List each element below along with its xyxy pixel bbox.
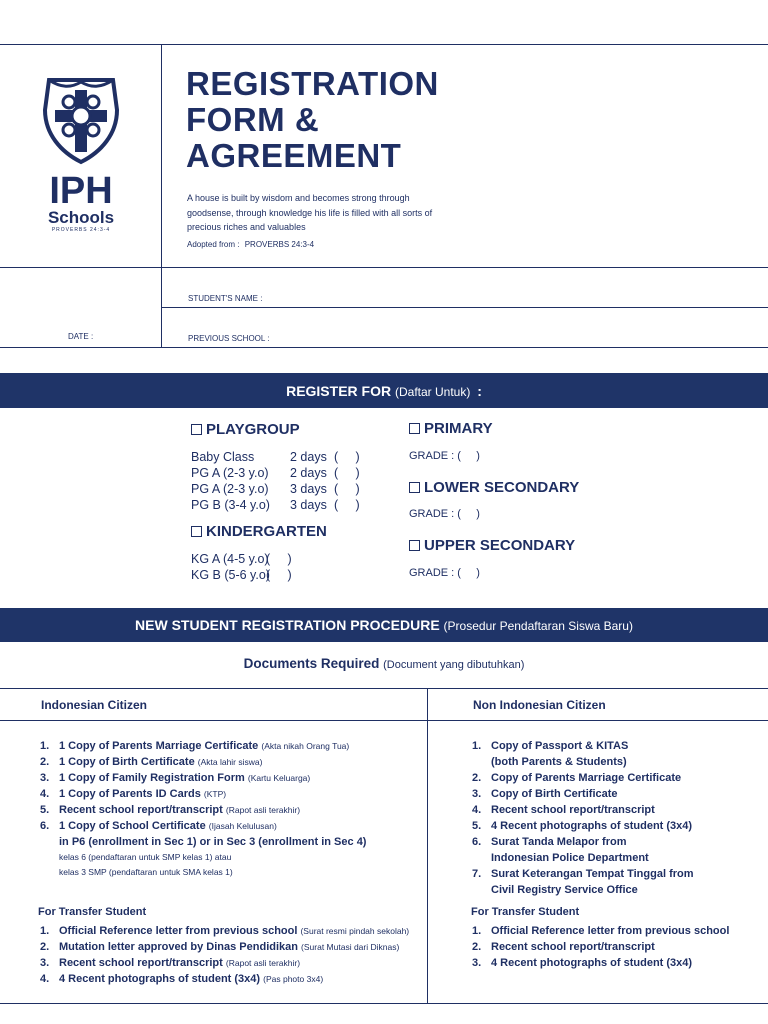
- item-note: (Pas photo 3x4): [263, 974, 324, 984]
- register-for-label: REGISTER FOR: [286, 383, 392, 399]
- item-6-note-2: kelas 3 SMP (pendaftaran untuk SMA kelas 1): [59, 867, 233, 877]
- list-item: [472, 850, 762, 866]
- playgroup-option[interactable]: [191, 421, 300, 438]
- lower-secondary-checkbox[interactable]: [409, 482, 420, 493]
- item-text: 1 Copy of Birth Certificate: [59, 756, 195, 768]
- item-text: Civil Registry Service Office: [491, 884, 638, 896]
- item-number: 4.: [40, 973, 50, 985]
- item-text: Surat Keterangan Tempat Tinggal from: [491, 868, 694, 880]
- primary-option[interactable]: [409, 420, 493, 437]
- list-item: [472, 923, 762, 939]
- table-column-divider: [427, 688, 428, 1004]
- item-number: 7.: [472, 868, 482, 880]
- adopted-label: Adopted from :: [187, 240, 240, 249]
- item-number: 4.: [472, 804, 482, 816]
- item-number: 2.: [40, 941, 50, 953]
- title-line-1: REGISTRATION: [186, 65, 439, 102]
- list-item: [472, 802, 762, 818]
- school-logo: [40, 74, 122, 233]
- list-item: [472, 939, 762, 955]
- item-note: (KTP): [203, 789, 227, 799]
- item-number: 2.: [40, 756, 50, 768]
- register-for-colon: :: [477, 383, 482, 399]
- indonesian-transfer-heading: For Transfer Student: [38, 906, 147, 918]
- kindergarten-row: [191, 551, 292, 567]
- list-item: [472, 786, 762, 802]
- row-label: KG B (5-6 y.o): [191, 568, 270, 582]
- item-note: (Surat Mutasi dari Diknas): [301, 942, 400, 952]
- row-blank[interactable]: ( ): [334, 466, 360, 480]
- lower-secondary-grade[interactable]: GRADE : ( ): [409, 508, 480, 520]
- item-number: 3.: [40, 957, 50, 969]
- row-label: PG A (2-3 y.o): [191, 466, 269, 480]
- item-6-detail: in P6 (enrollment in Sec 1) or in Sec 3 (enrollment in Sec 4): [59, 836, 367, 848]
- list-item: [472, 738, 762, 754]
- adopted-value: PROVERBS 24:3-4: [244, 240, 315, 249]
- list-item: [40, 802, 425, 818]
- item-number: 1.: [40, 925, 50, 937]
- list-item: [40, 786, 425, 802]
- item-note: (Akta lahir siswa): [197, 757, 263, 767]
- list-item: [472, 754, 762, 770]
- list-item: [40, 770, 425, 786]
- item-number: 2.: [472, 941, 482, 953]
- list-item: [472, 770, 762, 786]
- item-note: (Kartu Keluarga): [247, 773, 311, 783]
- item-note: (Rapot asli terakhir): [225, 805, 301, 815]
- kindergarten-title: KINDERGARTEN: [206, 523, 327, 540]
- documents-required-heading: [0, 656, 768, 671]
- school-line: [0, 347, 768, 348]
- student-name-label: STUDENT'S NAME :: [188, 294, 263, 303]
- row-label: KG A (4-5 y.o): [191, 552, 269, 566]
- item-text: Recent school report/transcript: [59, 804, 223, 816]
- playgroup-rows: [191, 449, 360, 513]
- item-number: 6.: [40, 820, 50, 832]
- lower-secondary-title: LOWER SECONDARY: [424, 479, 580, 496]
- item-note: (Rapot asli terakhir): [225, 958, 301, 968]
- indonesian-heading: Indonesian Citizen: [41, 698, 148, 712]
- playgroup-row: [191, 481, 360, 497]
- list-item: [40, 955, 425, 971]
- row-label: Baby Class: [191, 450, 255, 464]
- playgroup-row: [191, 465, 360, 481]
- playgroup-row: [191, 449, 360, 465]
- item-text: Indonesian Police Department: [491, 852, 649, 864]
- shield-cross-icon: [41, 74, 121, 166]
- upper-secondary-option[interactable]: [409, 537, 575, 554]
- row-days: 2 days: [290, 466, 327, 480]
- row-label: PG B (3-4 y.o): [191, 498, 270, 512]
- procedure-label: NEW STUDENT REGISTRATION PROCEDURE: [135, 617, 440, 633]
- upper-secondary-title: UPPER SECONDARY: [424, 537, 576, 554]
- item-number: 3.: [40, 772, 50, 784]
- list-item: [472, 834, 762, 850]
- date-label: DATE :: [68, 332, 94, 341]
- row-days: 2 days: [290, 450, 327, 464]
- item-number: 2.: [472, 772, 482, 784]
- quote-line-1: A house is built by wisdom and becomes strong through: [187, 193, 410, 203]
- table-top-line: [0, 688, 768, 689]
- row-days: 3 days: [290, 482, 327, 496]
- indonesian-transfer-documents: [40, 923, 425, 987]
- indonesian-documents: [40, 738, 425, 880]
- previous-school-label: PREVIOUS SCHOOL :: [188, 334, 270, 343]
- item-number: 1.: [472, 740, 482, 752]
- quote: [187, 191, 487, 235]
- list-item: [40, 971, 425, 987]
- item-6-note-1: kelas 6 (pendaftaran untuk SMP kelas 1) atau: [59, 852, 232, 862]
- row-blank[interactable]: ( ): [334, 482, 360, 496]
- item-note: (Surat resmi pindah sekolah): [300, 926, 410, 936]
- upper-secondary-grade[interactable]: GRADE : ( ): [409, 567, 480, 579]
- kindergarten-option[interactable]: [191, 523, 327, 540]
- item-text: 4 Recent photographs of student (3x4): [491, 957, 693, 969]
- item-text: 1 Copy of Family Registration Form: [59, 772, 245, 784]
- row-days: 3 days: [290, 498, 327, 512]
- list-item: [472, 818, 762, 834]
- primary-title: PRIMARY: [424, 420, 493, 437]
- list-item: [40, 738, 425, 754]
- list-item: [40, 939, 425, 955]
- kindergarten-row: [191, 567, 292, 583]
- item-number: 5.: [472, 820, 482, 832]
- item-text: Recent school report/transcript: [59, 957, 223, 969]
- documents-sub: (Document yang dibutuhkan): [383, 659, 525, 671]
- non-indonesian-transfer-documents: [472, 923, 762, 971]
- item-text: Recent school report/transcript: [491, 804, 655, 816]
- non-indonesian-transfer-heading: For Transfer Student: [471, 906, 580, 918]
- item-text: 1 Copy of Parents Marriage Certificate: [59, 740, 259, 752]
- procedure-bar: [0, 608, 768, 642]
- list-item: [472, 955, 762, 971]
- register-for-bar: [0, 373, 768, 408]
- item-text: Mutation letter approved by Dinas Pendidikan: [59, 941, 298, 953]
- page-title: [186, 66, 439, 174]
- top-border: [0, 44, 768, 45]
- left-column-divider: [161, 44, 162, 348]
- row-blank[interactable]: ( ): [334, 498, 360, 512]
- table-bottom-line: [0, 1003, 768, 1004]
- item-text: 4 Recent photographs of student (3x4): [59, 973, 261, 985]
- logo-verse: PROVERBS 24:3-4: [51, 227, 111, 233]
- playgroup-row: [191, 497, 360, 513]
- header-bottom-line: [0, 267, 768, 268]
- procedure-sub: (Prosedur Pendaftaran Siswa Baru): [443, 619, 633, 633]
- row-blank[interactable]: ( ): [266, 552, 292, 566]
- quote-line-3: precious riches and valuables: [187, 222, 306, 232]
- list-item: [472, 882, 762, 898]
- primary-grade[interactable]: GRADE : ( ): [409, 450, 480, 462]
- register-for-sub: (Daftar Untuk): [394, 385, 471, 399]
- upper-secondary-checkbox[interactable]: [409, 540, 420, 551]
- item-text: 1 Copy of School Certificate: [59, 820, 206, 832]
- item-number: 6.: [472, 836, 482, 848]
- row-label: PG A (2-3 y.o): [191, 482, 269, 496]
- item-text: Recent school report/transcript: [491, 941, 655, 953]
- playgroup-title: PLAYGROUP: [206, 421, 300, 438]
- list-item: [40, 818, 425, 834]
- kindergarten-rows: [191, 551, 292, 583]
- list-item: [472, 866, 762, 882]
- row-blank[interactable]: ( ): [266, 568, 292, 582]
- documents-label: Documents Required: [243, 656, 380, 671]
- item-note: (Akta nikah Orang Tua): [261, 741, 350, 751]
- item-number: 1.: [472, 925, 482, 937]
- item-number: 3.: [472, 788, 482, 800]
- logo-main: IPH: [49, 170, 113, 212]
- item-text: Official Reference letter from previous school: [491, 925, 730, 937]
- item-text: Official Reference letter from previous school: [59, 925, 298, 937]
- item-number: 5.: [40, 804, 50, 816]
- item-number: 4.: [40, 788, 50, 800]
- lower-secondary-option[interactable]: [409, 479, 579, 496]
- item-text: (both Parents & Students): [491, 756, 627, 768]
- name-line: [161, 307, 768, 308]
- item-number: 1.: [40, 740, 50, 752]
- kindergarten-checkbox[interactable]: [191, 526, 202, 537]
- item-text: Surat Tanda Melapor from: [491, 836, 627, 848]
- item-number: 3.: [472, 957, 482, 969]
- item-text: Copy of Parents Marriage Certificate: [491, 772, 682, 784]
- title-line-2: FORM &: [186, 101, 320, 138]
- playgroup-checkbox[interactable]: [191, 424, 202, 435]
- primary-checkbox[interactable]: [409, 423, 420, 434]
- item-text: Copy of Birth Certificate: [491, 788, 618, 800]
- adopted-from: [187, 240, 314, 249]
- logo-sub: Schools: [47, 208, 115, 227]
- item-text: 4 Recent photographs of student (3x4): [491, 820, 693, 832]
- item-note: (Ijasah Kelulusan): [208, 821, 277, 831]
- list-item: [40, 923, 425, 939]
- list-item: [40, 754, 425, 770]
- quote-line-2: goodsense, through knowledge his life is filled with all sorts of: [187, 207, 433, 218]
- title-line-3: AGREEMENT: [186, 137, 402, 174]
- non-indonesian-documents: [472, 738, 762, 898]
- row-blank[interactable]: ( ): [334, 450, 360, 464]
- item-text: Copy of Passport & KITAS: [491, 740, 629, 752]
- item-text: 1 Copy of Parents ID Cards: [59, 788, 201, 800]
- non-indonesian-heading: Non Indonesian Citizen: [473, 698, 606, 712]
- table-header-line: [0, 720, 768, 721]
